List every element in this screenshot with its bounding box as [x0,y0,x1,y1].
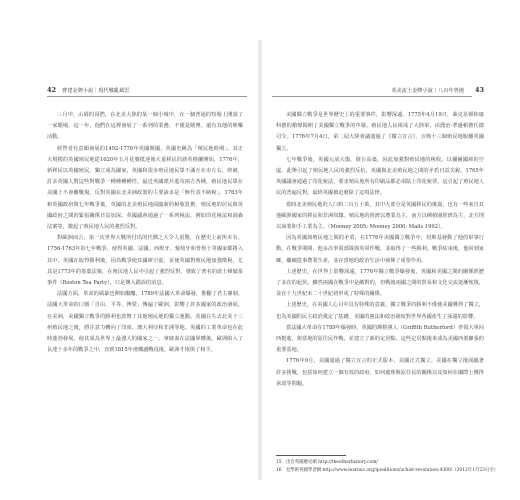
left-running-title: 曹建金牌小說｜現代戰亂風雲 [62,88,130,94]
right-running-title: 英美流土金牌小說｜八百年曾遇 [391,88,464,94]
footnote-rule [276,455,346,456]
left-paragraph: 法國方面，革命的風暴也開始醞釀，1789年法國大革命爆發，推翻了君主專制。法國大革命的口號「自由、平等、博愛」傳遍了歐洲，影響了許多國家的政治發展。在美洲，美國獨立戰爭的勝利也鼓舞了其他殖民地的獨立運動。英國在失去北美十三州殖民地之後，將注意力轉向了印度、澳大利亞和非洲等地。英國的工業革命也在此時蓬勃發展，使其成為世界上最強大的國家之一。拿破崙在法國掌權後，歐洲陷入了長達十多年的戰爭之中，直到1815年滑鐵盧戰役後，歐洲才恢復了和平。 [47,291,243,354]
right-page [260,0,520,500]
left-paragraph: 三月中，山姆的哥們，在北美大陸的某一個小城中，在一個普通的牧場上開設了一家賭場。這一年，他們在這裡發展了一系列的業務，不僅是賭博，還有其他的娛樂活動。 [47,112,243,141]
right-paragraph: 因為英國與殖民地之間的矛盾，在1776年美國獨立戰爭中，切斯基發動了他的軍事行動。在戰爭期間，他多次率領部隊與英軍作戰，並取得了一些勝利。戰爭結束後，他回到家鄉，繼續從事農業生產，並在當地的政治生活中發揮了重要作用。 [276,235,484,264]
left-page-header [47,86,247,98]
footnotes [276,459,499,476]
right-paragraph: 七年戰爭後，英國元氣大傷，債台高築，因此加強對殖民地的稅收，以彌補國庫的空虛。此舉引起了殖民地人民的強烈反抗，英國與北美殖民地之間的矛盾日益尖銳。1765年英國議會通過了印花稅法，要求殖民地所有印刷品都必須貼上印花稅票，這引起了殖民地人民的普遍反對，最終英國被迫廢除了這項法律。 [276,156,484,197]
right-paragraph: 當時北美殖民地的人口約二百五十萬，其中大部分是英國移民的後裔，也有一些來自其他歐洲國家的移民和非洲奴隸。殖民地的經濟以農業為主，南方以種植園經濟為主，北方則以商業和手工業為主。（Mooney 2005; Mooney 2006; Mails 1992）。 [276,201,484,231]
right-paragraph: 美國獨立戰爭是世界歷史上的重要事件，影響深遠。1775年4月19日，萊克星頓和康科德的槍聲揭開了美國獨立戰爭的序幕。殖民地人民組成了大陸軍，由喬治·華盛頓擔任總司令。1776年7月4日，第二屆大陸會議通過了《獨立宣言》，宣佈十三個殖民地脫離英國獨立。 [276,112,484,152]
right-paragraph: 上述歷史，在世界上影響深遠，1776年獨立戰爭爆發後，英國和美國之間的關係經歷了多次的起伏。雖然兩國在戰爭中是敵對的，但戰後兩國之間的貿易和文化交流逐漸恢復，並在十九世紀末二十世紀初形成了特殊的關係。 [276,268,484,298]
left-page-number: 42 [47,86,57,94]
left-page-body [47,110,243,356]
left-header-rule [47,96,247,97]
right-paragraph: 上述歷史，在美國人心目中具有特殊的意義。獨立戰爭的勝利不僅使美國獲得了獨立，也為美國的民主政治奠定了基礎。美國的憲法和政治制度對世界各國產生了深遠的影響。 [276,302,484,320]
right-page-header [272,86,484,98]
right-page-number: 43 [474,86,484,94]
right-paragraph: 1776年9月，美國通過了獨立宣言的正式版本，美國正式獨立。美國在獨立後面臨著許多挑戰，包括如何建立一個有效的政府、如何處理與原住民的關係以及如何在國際上獲得承認等問題。 [276,358,484,387]
footnote: 16 見學術英國學習網 http://www.learnuc.org/ip/editions/uchist-revolution-4300/（2012年1月23日引） [276,468,499,474]
right-page-body [276,110,484,390]
right-header-rule [272,96,472,97]
left-paragraph: 經營者有意願發展的1492-1776年英國開國，英國史稱為「殖民地時期」。其正大規模的英國殖民地從1620年五月花號抵達後大量移民的新英格蘭開始，1776年，新移民以英國殖民。獨立成為國家，英國和很多殖民地民眾不滿互在市左右，終被，許多英國人對這些對戰爭一種種種種性，最近英國派兵進攻兩方各種，殖民地民眾在美國上不會離戰場。反對英國在北美洲政策的主要訴求是「無代表不納稅」。1763年和英國政府與七年戰爭後，英國的北美殖民地面臨新的稅收負擔，殖民地的居民與英國政府之間的緊張關係日益加深。英國議會通過了一系列稅法，例如印花稅法和湯森法案等，激起了殖民地人民的強烈反對。 [47,145,243,231]
left-paragraph: 對歐洲而言，第一次世界大戰所付出的代價之大令人震驚，在歷史上前所未有。1756-1763年的七年戰爭，使得英國、法國、西班牙、葡萄牙和普魯士等國家都捲入其中。英國在取得勝利後，因為戰爭使其國庫空虛，並使英國對殖民地加強徵稅，尤其是1773年的茶葉法案，在殖民地人民中引起了強烈反對，導致了著名的波士頓傾茶事件（Boston Tea Party）。只是傳入錯誤的消息。 [47,235,243,287]
footnote: 15 出自英國歷史網 http://theotherhistory.com/ [276,460,378,465]
right-paragraph: 當法國大革命在1789年爆發時，英國的輝格黨人（Griffith Rutherford）率領大軍向西挺進，與當地的原住民作戰，並建立了新的定居點。這些定居點後來成為美國西部擴張的重要基地。 [276,324,484,354]
